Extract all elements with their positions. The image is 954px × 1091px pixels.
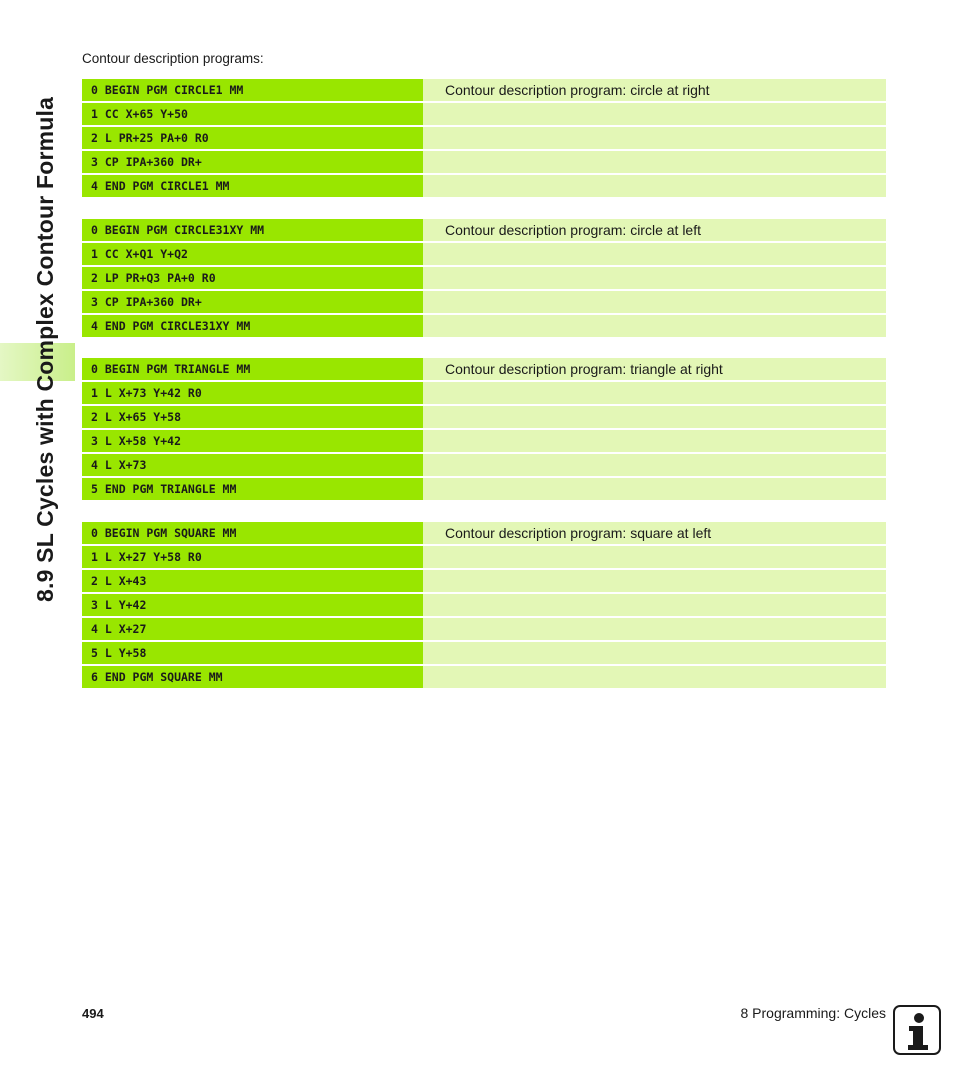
table-row xyxy=(82,522,886,544)
code-description: Contour description program: triangle at right xyxy=(423,358,886,380)
table-row xyxy=(82,642,886,664)
table-row xyxy=(82,103,886,125)
nc-code-line: 3 L Y+42 xyxy=(82,594,423,616)
nc-code-line: 2 LP PR+Q3 PA+0 R0 xyxy=(82,267,423,289)
code-description xyxy=(423,151,886,173)
table-row xyxy=(82,267,886,289)
table-row xyxy=(82,243,886,265)
table-row xyxy=(82,478,886,500)
code-description xyxy=(423,478,886,500)
code-description: Contour description program: circle at right xyxy=(423,79,886,101)
chapter-label: 8 Programming: Cycles xyxy=(740,1005,886,1021)
code-description xyxy=(423,618,886,640)
nc-code-line: 2 L X+65 Y+58 xyxy=(82,406,423,428)
nc-code-line: 5 END PGM TRIANGLE MM xyxy=(82,478,423,500)
nc-code-line: 3 CP IPA+360 DR+ xyxy=(82,151,423,173)
nc-code-line: 0 BEGIN PGM CIRCLE1 MM xyxy=(82,79,423,101)
code-description xyxy=(423,291,886,313)
nc-code-line: 3 CP IPA+360 DR+ xyxy=(82,291,423,313)
nc-code-line: 0 BEGIN PGM SQUARE MM xyxy=(82,522,423,544)
nc-code-line: 2 L PR+25 PA+0 R0 xyxy=(82,127,423,149)
nc-code-line: 5 L Y+58 xyxy=(82,642,423,664)
table-row xyxy=(82,315,886,337)
table-row xyxy=(82,454,886,476)
nc-code-line: 1 L X+27 Y+58 R0 xyxy=(82,546,423,568)
page-number: 494 xyxy=(82,1006,104,1021)
table-row xyxy=(82,594,886,616)
table-row xyxy=(82,666,886,688)
nc-code-line: 1 CC X+Q1 Y+Q2 xyxy=(82,243,423,265)
code-description xyxy=(423,430,886,452)
nc-code-line: 4 END PGM CIRCLE31XY MM xyxy=(82,315,423,337)
table-row xyxy=(82,291,886,313)
table-row xyxy=(82,151,886,173)
program-block-square xyxy=(82,522,886,690)
nc-code-line: 4 L X+27 xyxy=(82,618,423,640)
code-description xyxy=(423,642,886,664)
nc-code-line: 3 L X+58 Y+42 xyxy=(82,430,423,452)
section-side-title xyxy=(22,30,62,610)
code-description xyxy=(423,570,886,592)
nc-code-line: 2 L X+43 xyxy=(82,570,423,592)
program-block-circle31xy xyxy=(82,219,886,339)
info-icon xyxy=(893,1005,941,1055)
code-description: Contour description program: square at left xyxy=(423,522,886,544)
table-row xyxy=(82,618,886,640)
table-row xyxy=(82,175,886,197)
code-description xyxy=(423,406,886,428)
table-row xyxy=(82,546,886,568)
nc-code-line: 0 BEGIN PGM TRIANGLE MM xyxy=(82,358,423,380)
nc-code-line: 6 END PGM SQUARE MM xyxy=(82,666,423,688)
table-row xyxy=(82,79,886,101)
table-row xyxy=(82,127,886,149)
code-description xyxy=(423,594,886,616)
code-description xyxy=(423,267,886,289)
table-row xyxy=(82,430,886,452)
table-row xyxy=(82,406,886,428)
intro-text: Contour description programs: xyxy=(82,51,264,66)
code-description xyxy=(423,175,886,197)
code-description: Contour description program: circle at left xyxy=(423,219,886,241)
code-description xyxy=(423,243,886,265)
code-description xyxy=(423,315,886,337)
code-description xyxy=(423,546,886,568)
nc-code-line: 0 BEGIN PGM CIRCLE31XY MM xyxy=(82,219,423,241)
table-row xyxy=(82,358,886,380)
nc-code-line: 1 CC X+65 Y+50 xyxy=(82,103,423,125)
table-row xyxy=(82,382,886,404)
nc-code-line: 1 L X+73 Y+42 R0 xyxy=(82,382,423,404)
program-block-triangle xyxy=(82,358,886,502)
table-row xyxy=(82,570,886,592)
code-description xyxy=(423,454,886,476)
code-description xyxy=(423,103,886,125)
nc-code-line: 4 END PGM CIRCLE1 MM xyxy=(82,175,423,197)
code-description xyxy=(423,127,886,149)
code-description xyxy=(423,382,886,404)
code-description xyxy=(423,666,886,688)
program-block-circle1 xyxy=(82,79,886,199)
section-title-text: 8.9 SL Cycles with Complex Contour Formula xyxy=(32,96,58,602)
table-row xyxy=(82,219,886,241)
nc-code-line: 4 L X+73 xyxy=(82,454,423,476)
